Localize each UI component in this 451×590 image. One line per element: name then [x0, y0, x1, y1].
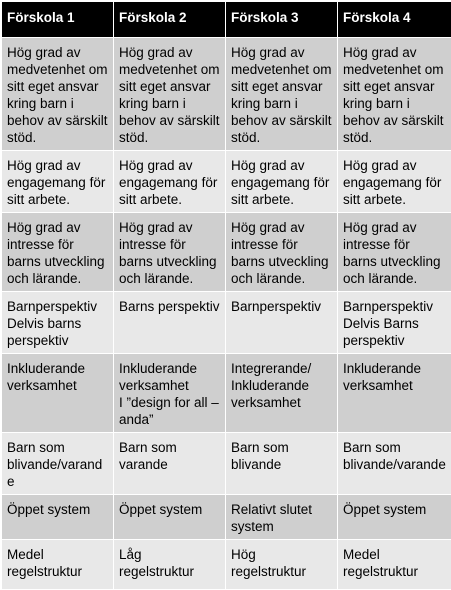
cell-text: Hög grad av medvetenhet om sitt eget ansvar kring barn i behov av särskilt stöd. — [343, 44, 447, 146]
table-cell — [2, 151, 114, 213]
cell-text: Barn som blivande/varande — [343, 439, 447, 473]
table-cell — [114, 540, 226, 590]
cell-text: Låg regelstruktur — [119, 546, 220, 580]
table-row — [2, 354, 451, 433]
cell-text: Hög regelstruktur — [231, 546, 332, 580]
table-row — [2, 540, 451, 590]
cell-text: Barnperspektiv — [231, 298, 332, 315]
table-row — [2, 433, 451, 495]
cell-text: Barn som varande — [119, 439, 220, 473]
table-cell — [338, 213, 451, 292]
table-cell — [226, 495, 338, 540]
table-cell — [2, 38, 114, 151]
cell-text: Öppet system — [119, 501, 220, 518]
cell-text: Delvis barns perspektiv — [7, 315, 108, 349]
table-cell — [2, 213, 114, 292]
cell-text: Barns perspektiv — [119, 298, 220, 315]
cell-text: Barnperspektiv — [343, 298, 447, 315]
cell-text: Hög grad av engagemang för sitt arbete. — [7, 157, 108, 208]
table-cell — [2, 354, 114, 433]
table-cell — [338, 38, 451, 151]
table-cell — [338, 354, 451, 433]
table-cell — [2, 292, 114, 354]
table-cell — [114, 213, 226, 292]
table-header-row — [2, 2, 451, 38]
cell-text: Barn som blivande/varande — [7, 439, 108, 490]
table-cell — [114, 495, 226, 540]
cell-text: Inkluderande verksamhet — [119, 360, 220, 394]
cell-text: Medel regelstruktur — [7, 546, 108, 580]
column-header-forskola-3: Förskola 3 — [226, 2, 338, 38]
table-row — [2, 495, 451, 540]
table-cell — [226, 540, 338, 590]
cell-text: Hög grad av intresse för barns utveckling och lärande. — [231, 219, 332, 287]
table-cell — [338, 433, 451, 495]
cell-text: Hög grad av engagemang för sitt arbete. — [119, 157, 220, 208]
table-cell — [338, 540, 451, 590]
cell-text: Hög grad av medvetenhet om sitt eget ansvar kring barn i behov av särskilt stöd. — [119, 44, 220, 146]
cell-text: Öppet system — [343, 501, 447, 518]
table-cell — [114, 151, 226, 213]
table-row — [2, 151, 451, 213]
table-cell — [226, 292, 338, 354]
table-cell — [114, 292, 226, 354]
table-cell — [226, 354, 338, 433]
table-cell — [338, 495, 451, 540]
table-cell — [226, 38, 338, 151]
table-cell — [114, 354, 226, 433]
cell-text: I ”design for all – anda” — [119, 394, 220, 428]
table-cell — [226, 151, 338, 213]
cell-text: Hög grad av engagemang för sitt arbete. — [231, 157, 332, 208]
cell-text: Hög grad av medvetenhet om sitt eget ansvar kring barn i behov av särskilt stöd. — [231, 44, 332, 146]
table-cell — [114, 38, 226, 151]
cell-text: Hög grad av intresse för barns utveckling och lärande. — [343, 219, 447, 287]
cell-text: Hög grad av intresse för barns utveckling och lärande. — [119, 219, 220, 287]
table-cell — [338, 151, 451, 213]
cell-text: Barn som blivande — [231, 439, 332, 473]
table-row — [2, 38, 451, 151]
table-body — [2, 38, 451, 590]
cell-text: Öppet system — [7, 501, 108, 518]
column-header-forskola-2: Förskola 2 — [114, 2, 226, 38]
cell-text: Inkluderande verksamhet — [343, 360, 447, 394]
table-row — [2, 213, 451, 292]
table-cell — [226, 213, 338, 292]
column-header-forskola-1: Förskola 1 — [2, 2, 114, 38]
cell-text: Hög grad av intresse för barns utveckling och lärande. — [7, 219, 108, 287]
cell-text: Integrerande/ Inkluderande verksamhet — [231, 360, 332, 411]
cell-text: Relativt slutet system — [231, 501, 332, 535]
cell-text: Barnperspektiv — [7, 298, 108, 315]
table-cell — [338, 292, 451, 354]
table-cell — [2, 495, 114, 540]
table-cell — [114, 433, 226, 495]
comparison-table — [1, 1, 451, 590]
cell-text: Hög grad av medvetenhet om sitt eget ansvar kring barn i behov av särskilt stöd. — [7, 44, 108, 146]
table-cell — [226, 433, 338, 495]
cell-text: Medel regelstruktur — [343, 546, 447, 580]
column-header-forskola-4: Förskola 4 — [338, 2, 451, 38]
cell-text: Hög grad av engagemang för sitt arbete. — [343, 157, 447, 208]
table-row — [2, 292, 451, 354]
cell-text: Inkluderande verksamhet — [7, 360, 108, 394]
table-cell — [2, 540, 114, 590]
table-cell — [2, 433, 114, 495]
cell-text: Delvis Barns perspektiv — [343, 315, 447, 349]
